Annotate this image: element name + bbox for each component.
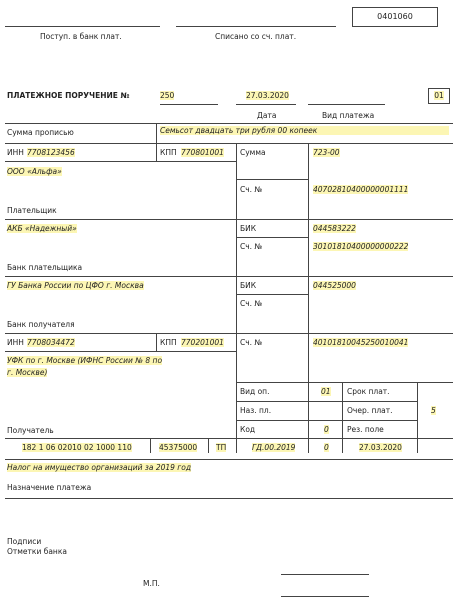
form-line bbox=[5, 161, 236, 162]
queue-value: 5 bbox=[431, 406, 436, 415]
payer-kpp: 770801001 bbox=[181, 148, 224, 157]
sum-value: 723-00 bbox=[313, 148, 340, 157]
form-code: 0401060 bbox=[377, 12, 413, 21]
signature-line bbox=[281, 596, 369, 597]
purpose-text: Налог на имущество организаций за 2019 год bbox=[7, 463, 191, 472]
tax-doc-date: 27.03.2020 bbox=[359, 443, 402, 452]
code-value: 0 bbox=[324, 425, 329, 434]
form-line bbox=[5, 438, 453, 439]
term-label: Срок плат. bbox=[347, 387, 390, 396]
payee-kpp: 770201001 bbox=[181, 338, 224, 347]
payer-account-label: Сч. № bbox=[240, 185, 263, 194]
date-line bbox=[236, 104, 296, 105]
form-line bbox=[236, 294, 308, 295]
form-line bbox=[5, 351, 236, 352]
tax-doc-number: 0 bbox=[324, 443, 329, 452]
payee-bank-bik: 044525000 bbox=[313, 281, 356, 290]
form-line bbox=[5, 123, 453, 124]
payee-name-line2: г. Москве) bbox=[7, 368, 48, 377]
form-line bbox=[5, 276, 453, 277]
payment-type-line bbox=[308, 104, 385, 105]
payee-bank-account-label: Сч. № bbox=[240, 299, 263, 308]
payer-kpp-label: КПП bbox=[160, 148, 177, 157]
payer-inn: 7708123456 bbox=[27, 148, 75, 157]
form-line bbox=[342, 438, 343, 453]
tax-basis: ТП bbox=[216, 443, 227, 452]
payee-inn-label: ИНН bbox=[7, 338, 24, 347]
order-number: 250 bbox=[160, 91, 175, 100]
debited-line bbox=[176, 26, 336, 27]
form-line bbox=[156, 143, 157, 161]
tax-oktmo: 45375000 bbox=[159, 443, 198, 452]
page-title: ПЛАТЕЖНОЕ ПОРУЧЕНИЕ № bbox=[7, 91, 130, 100]
form-code-box bbox=[352, 7, 438, 27]
form-line bbox=[208, 438, 209, 453]
form-line bbox=[5, 459, 453, 460]
sum-label: Сумма bbox=[240, 148, 266, 157]
tax-period: ГД.00.2019 bbox=[252, 443, 296, 452]
order-date: 27.03.2020 bbox=[246, 91, 289, 100]
stamp-label: М.П. bbox=[143, 579, 160, 588]
payer-bank-account-label: Сч. № bbox=[240, 242, 263, 251]
received-line bbox=[5, 26, 160, 27]
signatures-label: Подписи bbox=[7, 537, 42, 546]
signature-line bbox=[281, 574, 369, 575]
payee-label: Получатель bbox=[7, 426, 54, 435]
form-line bbox=[308, 143, 309, 453]
date-label: Дата bbox=[257, 111, 277, 120]
op-type: 01 bbox=[321, 387, 331, 396]
form-line bbox=[236, 420, 417, 421]
payee-bank-name: ГУ Банка России по ЦФО г. Москва bbox=[7, 281, 144, 290]
payer-inn-label: ИНН bbox=[7, 148, 24, 157]
payee-name-line1: УФК по г. Москве (ИФНС России № 8 по bbox=[7, 356, 163, 365]
form-line bbox=[156, 123, 157, 143]
form-line bbox=[417, 382, 418, 453]
form-line bbox=[156, 333, 157, 351]
form-line bbox=[5, 143, 453, 144]
payer-bank-bik: 044583222 bbox=[313, 224, 356, 233]
debited-label: Списано со сч. плат. bbox=[215, 32, 297, 41]
payment-type-label: Вид платежа bbox=[322, 111, 375, 120]
payer-bank-label: Банк плательщика bbox=[7, 263, 83, 272]
code-label: Код bbox=[240, 425, 256, 434]
received-label: Поступ. в банк плат. bbox=[40, 32, 122, 41]
reserve-label: Рез. поле bbox=[347, 425, 384, 434]
amount-words: Семьсот двадцать три рубля 00 копеек bbox=[160, 126, 449, 135]
amount-words-label: Сумма прописью bbox=[7, 128, 74, 137]
payer-name: ООО «Альфа» bbox=[7, 167, 62, 176]
number-line bbox=[160, 104, 218, 105]
payee-account-label: Сч. № bbox=[240, 338, 263, 347]
form-line bbox=[236, 401, 417, 402]
op-type-label: Вид оп. bbox=[240, 387, 270, 396]
form-line bbox=[236, 438, 237, 453]
payee-inn: 7708034472 bbox=[27, 338, 75, 347]
payee-bank-label: Банк получателя bbox=[7, 320, 75, 329]
purpose-label: Назначение платежа bbox=[7, 483, 92, 492]
tax-kbk: 182 1 06 02010 02 1000 110 bbox=[22, 443, 132, 452]
form-line bbox=[5, 333, 453, 334]
form-line bbox=[150, 438, 151, 453]
form-line bbox=[236, 143, 237, 453]
payee-account: 40101810045250010041 bbox=[313, 338, 409, 347]
form-line bbox=[5, 219, 453, 220]
payee-kpp-label: КПП bbox=[160, 338, 177, 347]
status-code: 01 bbox=[434, 91, 444, 100]
payer-account: 40702810400000001111 bbox=[313, 185, 409, 194]
form-line bbox=[236, 179, 308, 180]
form-line bbox=[5, 498, 453, 499]
bank-marks-label: Отметки банка bbox=[7, 547, 67, 556]
form-line bbox=[236, 382, 453, 383]
payer-bank-account: 30101810400000000222 bbox=[313, 242, 409, 251]
payer-label: Плательщик bbox=[7, 206, 57, 215]
purpose-code-label: Наз. пл. bbox=[240, 406, 272, 415]
payer-bank-name: АКБ «Надежный» bbox=[7, 224, 77, 233]
payer-bank-bik-label: БИК bbox=[240, 224, 257, 233]
payee-bank-bik-label: БИК bbox=[240, 281, 257, 290]
status-code-box bbox=[428, 88, 450, 104]
queue-label: Очер. плат. bbox=[347, 406, 393, 415]
form-line bbox=[308, 438, 309, 453]
form-line bbox=[236, 237, 308, 238]
